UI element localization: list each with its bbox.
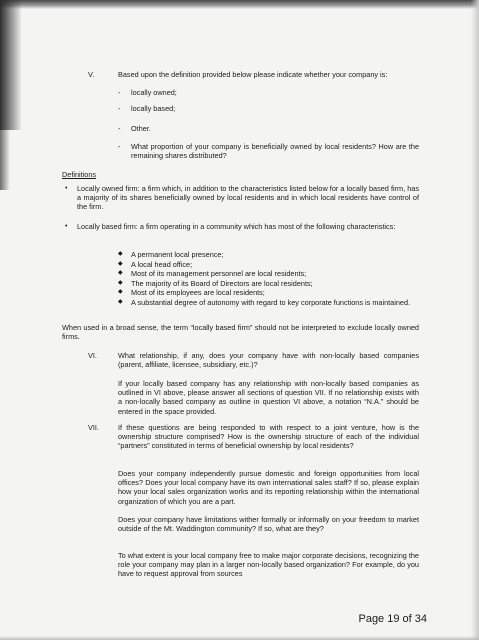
section-v-number: V. [88, 70, 95, 79]
page-number: Page 19 of 34 [358, 613, 427, 625]
option-other: Other. [131, 124, 151, 133]
dash-bullet: - [118, 88, 121, 97]
definition-locally-based: Locally based firm: a firm operating in a community which has most of the following characteristics: [77, 222, 396, 231]
scan-edge-left [0, 0, 22, 130]
section-vi-note: If your locally based company has any relationship with non-locally based companies as outlined in VI above, please answer all sections of question VII. If no relationship exists with a non-locally based company as outline in question VI above, a notation “N.A.” should be entered in the space provided. [118, 379, 419, 416]
scan-edge-left-lower [0, 130, 10, 190]
characteristic-item: Most of its employees are local residents; [131, 288, 265, 297]
definition-locally-owned: Locally owned firm: a firm which, in addition to the characteristics listed below for a locally based firm, has a majority of its shares beneficially owned by local residents and in which local residents have control of the firm. [77, 184, 419, 212]
section-vii-number: VII. [88, 423, 99, 432]
section-vi-question: What relationship, if any, does your company have with non-locally based companies (parent, affiliate, licensee, subsidiary, etc.)? [118, 351, 419, 370]
bullet: • [65, 185, 68, 192]
dash-bullet: - [118, 104, 121, 113]
characteristic-item: A substantial degree of autonomy with regard to key corporate functions is maintained. [131, 297, 411, 307]
diamond-bullet: ◆ [118, 298, 123, 305]
bullet: • [65, 223, 68, 230]
section-v-question: What proportion of your company is beneficially owned by local residents? How are the remaining shares distributed? [131, 142, 419, 161]
section-vii-joint-venture: If these questions are being responded to with respect to a joint venture, how is the ownership structure comprised? How is the ownership structure of each of the individual “partners” constituted in terms of beneficial ownership by local residents? [118, 423, 419, 451]
scan-edge-top [0, 0, 479, 9]
definitions-heading: Definitions [62, 170, 97, 179]
section-vii-limitations: Does your company have limitations wither formally or informally on your freedom to market outside of the Mt. Waddington community? If so, what are they? [118, 515, 419, 534]
diamond-bullet: ◆ [118, 289, 123, 295]
scan-edge-bottom [0, 636, 479, 640]
dash-bullet: - [118, 124, 121, 133]
diamond-bullet: ◆ [118, 251, 123, 257]
section-vi-number: VI. [88, 351, 97, 360]
section-vii-decisions: To what extent is your local company free to make major corporate decisions, recognizing the role your company may plan in a larger non-locally based organization? For example, do you have to request approval from sources [118, 551, 419, 579]
diamond-bullet: ◆ [118, 270, 123, 276]
characteristic-item: The majority of its Board of Directors are local residents; [131, 278, 313, 288]
scan-edge-right [471, 0, 479, 640]
characteristic-item: Most of its management personnel are local residents; [131, 269, 307, 278]
section-v-intro: Based upon the definition provided below please indicate whether your company is: [118, 70, 388, 79]
diamond-bullet: ◆ [118, 279, 123, 286]
section-vii-opportunities: Does your company independently pursue domestic and foreign opportunities from local offices? Does your local company have its own international sales staff? If so, please explain how your local sales organization works and its reporting relationship within the international organization of which you are a part. [118, 469, 419, 506]
option-locally-owned: locally owned; [131, 88, 177, 97]
characteristic-item: A local head office; [131, 259, 193, 269]
diamond-bullet: ◆ [118, 260, 123, 267]
dash-bullet: - [118, 142, 121, 151]
option-locally-based: locally based; [131, 104, 176, 113]
broad-sense-note: When used in a broad sense, the term “locally based firm” should not be interpreted to exclude locally owned firms. [62, 323, 419, 342]
characteristic-item: A permanent local presence; [131, 250, 224, 259]
